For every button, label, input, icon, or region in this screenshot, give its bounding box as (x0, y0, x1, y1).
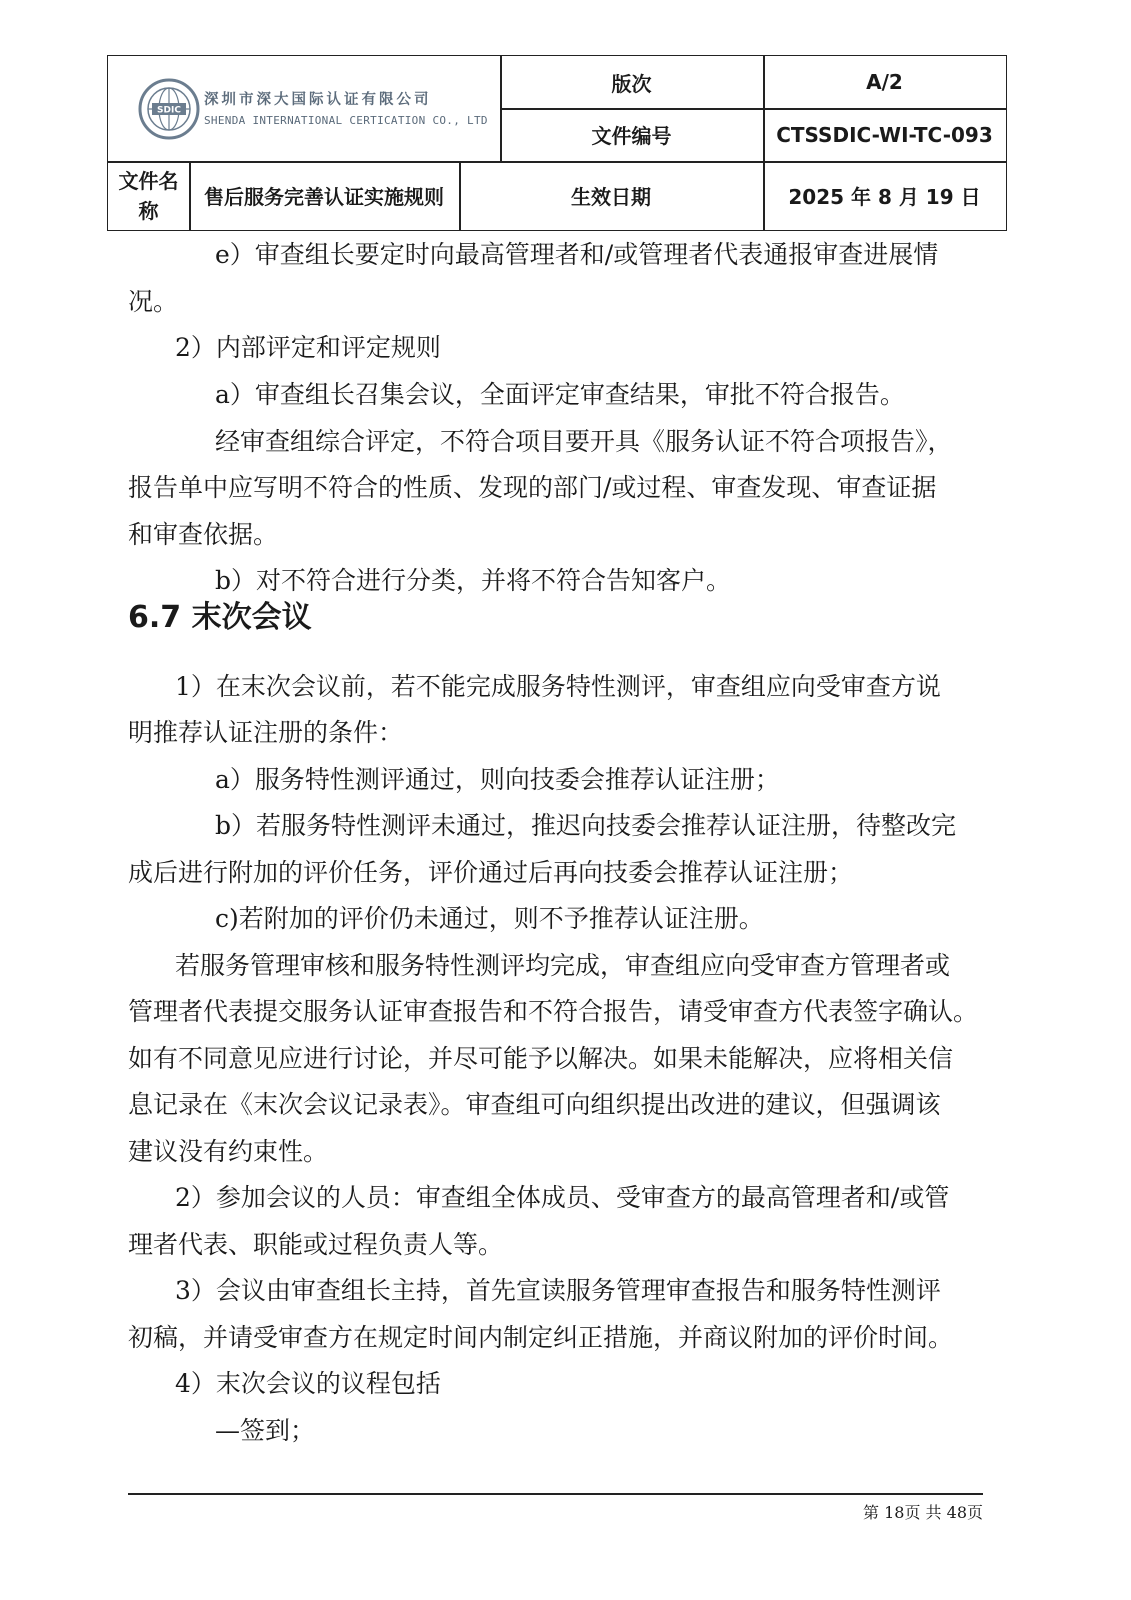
paragraph-line: 如有不同意见应进行讨论，并尽可能予以解决。如果未能解决，应将相关信 (128, 1044, 954, 1073)
company-logo (138, 78, 538, 146)
paragraph-line: 2）内部评定和评定规则 (175, 333, 441, 362)
paragraph-line: 况。 (128, 287, 179, 316)
paragraph-line: a）审查组长召集会议，全面评定审查结果，审批不符合报告。 (215, 380, 905, 409)
section-title: 6.7 末次会议 (128, 600, 312, 635)
version-label: 版次 (611, 71, 652, 96)
company-name-en: SHENDA INTERNATIONAL CERTICATION CO., LTD (204, 114, 488, 127)
effective-date-label: 生效日期 (571, 185, 651, 209)
paragraph-line: 初稿，并请受审查方在规定时间内制定纠正措施，并商议附加的评价时间。 (128, 1323, 954, 1352)
paragraph-line: c)若附加的评价仍未通过，则不予推荐认证注册。 (215, 904, 764, 933)
paragraph-line: 建议没有约束性。 (128, 1137, 329, 1166)
doc-number-value: CTSSDIC-WI-TC-093 (776, 122, 993, 147)
paragraph-line: 息记录在《末次会议记录表》。审查组可向组织提出改进的建议，但强调该 (128, 1090, 941, 1119)
paragraph-line: 若服务管理审核和服务特性测评均完成，审查组应向受审查方管理者或 (175, 951, 951, 980)
paragraph-line: 2）参加会议的人员：审查组全体成员、受审查方的最高管理者和/或管 (175, 1183, 950, 1212)
doc-number-label: 文件编号 (591, 124, 672, 148)
paragraph-line: 理者代表、职能或过程负责人等。 (128, 1230, 504, 1259)
page-number: 第 18页 共 48页 (863, 1503, 983, 1522)
file-name-value: 售后服务完善认证实施规则 (204, 185, 444, 209)
company-seal-icon (138, 78, 200, 140)
paragraph-line: 经审查组综合评定，不符合项目要开具《服务认证不符合项报告》， (215, 427, 953, 456)
paragraph-line: 明推荐认证注册的条件： (128, 718, 404, 747)
paragraph-line: 成后进行附加的评价任务，评价通过后再向技委会推荐认证注册； (128, 858, 854, 887)
paragraph-line: 和审查依据。 (128, 520, 279, 549)
paragraph-line: e）审查组长要定时向最高管理者和/或管理者代表通报审查进展情 (215, 240, 939, 269)
paragraph-line: 3）会议由审查组长主持，首先宣读服务管理审查报告和服务特性测评 (175, 1276, 941, 1305)
paragraph-line: a）服务特性测评通过，则向技委会推荐认证注册； (215, 765, 780, 794)
paragraph-line: 报告单中应写明不符合的性质、发现的部门/或过程、审查发现、审查证据 (128, 473, 937, 502)
paragraph-line: b）对不符合进行分类，并将不符合告知客户。 (215, 566, 732, 595)
paragraph-line: 管理者代表提交服务认证审查报告和不符合报告，请受审查方代表签字确认。 (128, 997, 979, 1026)
footer-divider (128, 1493, 983, 1495)
paragraph-line: —签到； (215, 1416, 316, 1445)
paragraph-line: 4）末次会议的议程包括 (175, 1369, 441, 1398)
effective-date-value: 2025 年 8 月 19 日 (788, 185, 981, 209)
svg-text:SDIC: SDIC (157, 105, 181, 116)
paragraph-line: 1）在末次会议前，若不能完成服务特性测评，审查组应向受审查方说 (175, 672, 941, 701)
document-header-table (107, 55, 1007, 231)
paragraph-line: b）若服务特性测评未通过，推迟向技委会推荐认证注册，待整改完 (215, 811, 957, 840)
version-value: A/2 (866, 70, 903, 94)
file-name-label: 文件名称 (118, 168, 179, 223)
company-name-cn: 深圳市深大国际认证有限公司 (204, 92, 432, 108)
